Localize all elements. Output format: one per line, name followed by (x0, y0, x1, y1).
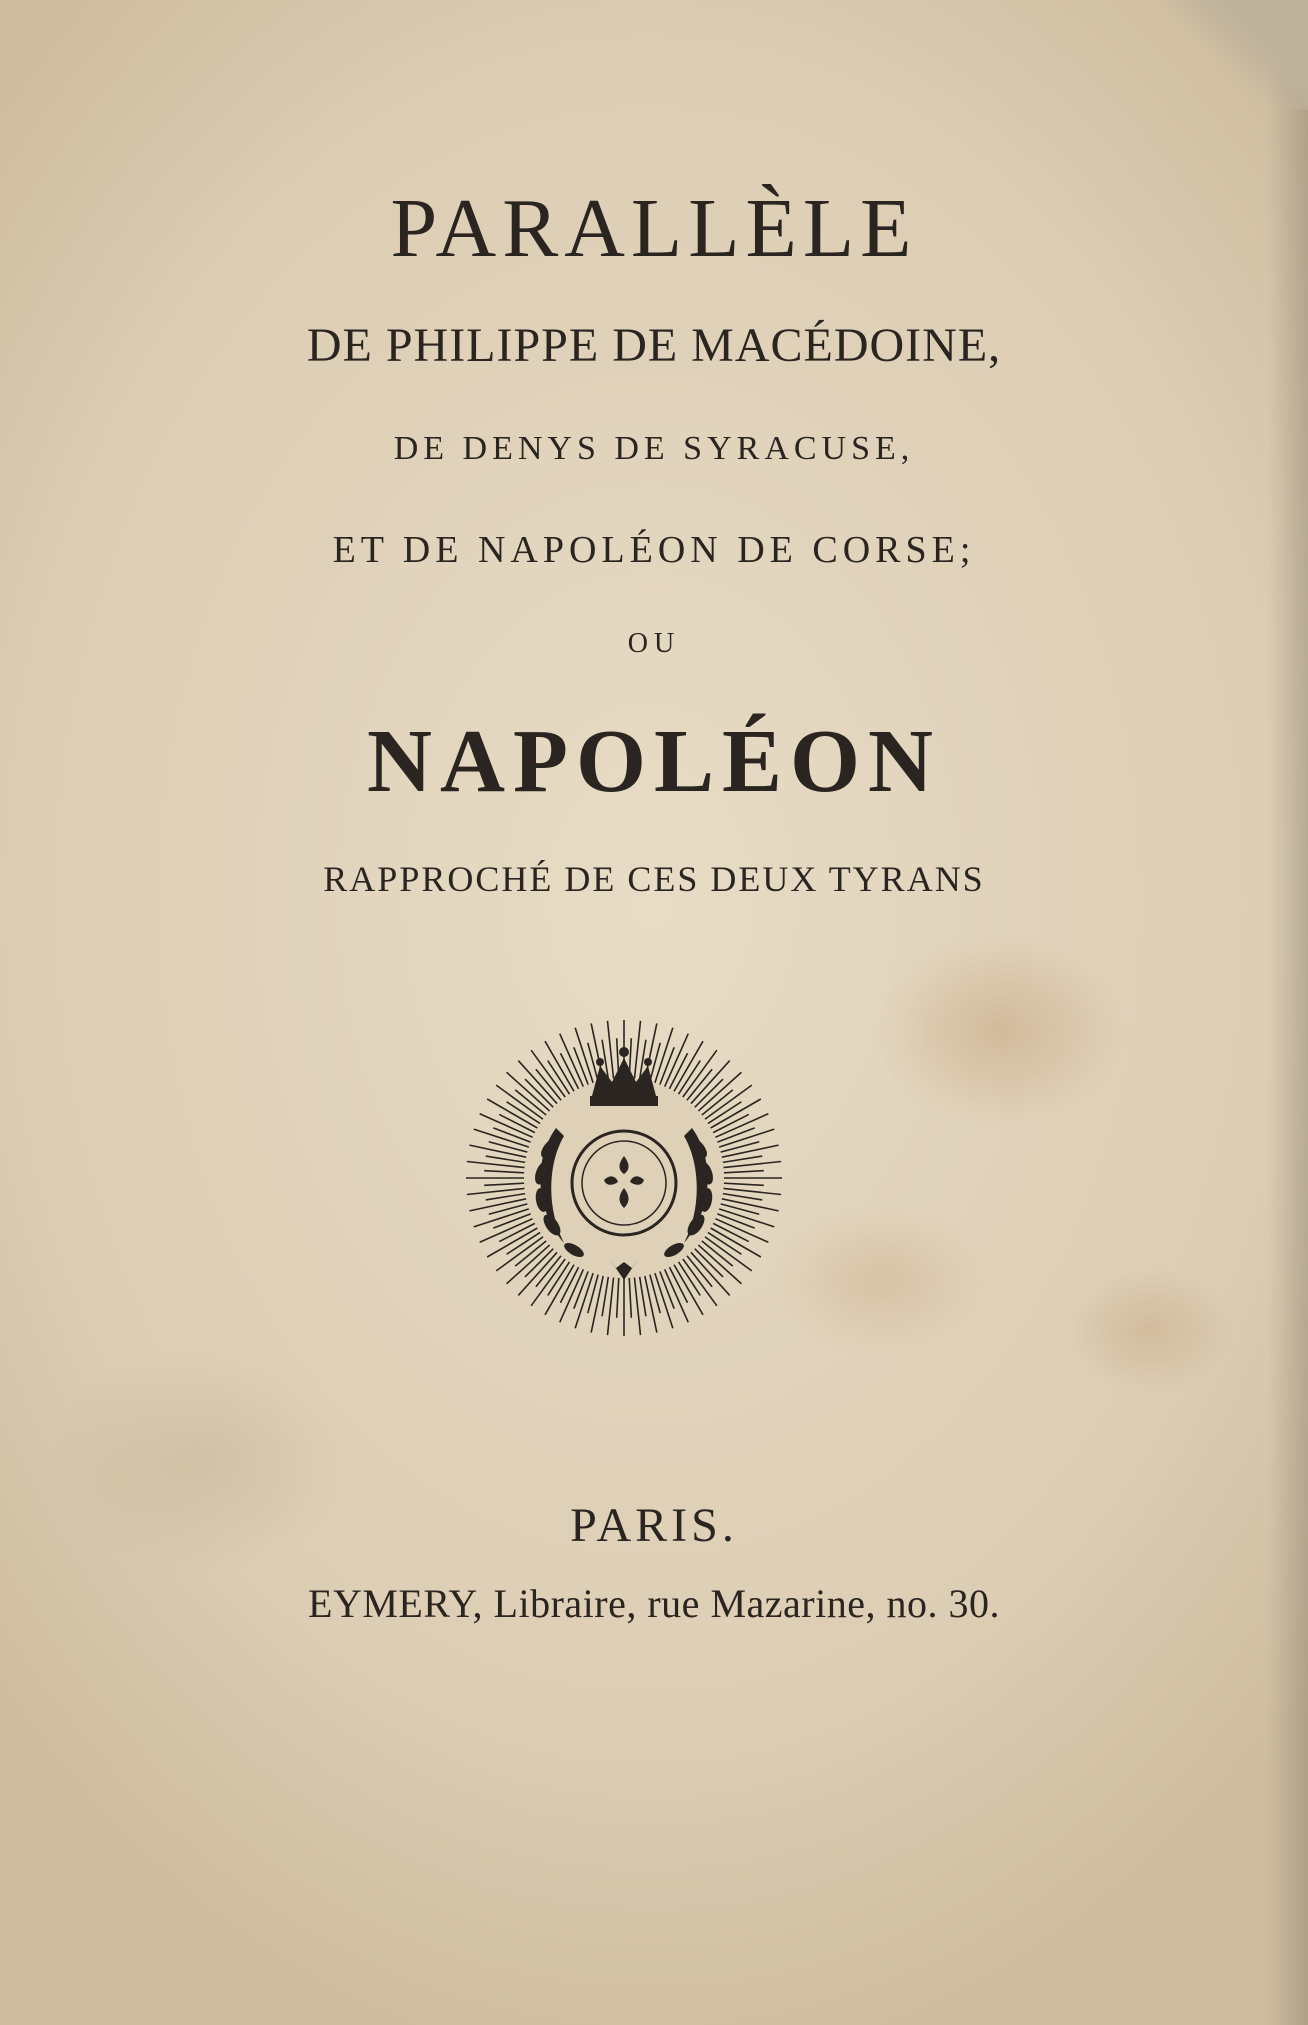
crest-ray (723, 1194, 763, 1200)
crest-ray (574, 1271, 588, 1308)
crest-ray (660, 1047, 674, 1084)
crest-ray (711, 1099, 761, 1128)
crest-ray (574, 1047, 588, 1084)
title-line-napoleon: ET DE NAPOLÉON DE CORSE; (332, 529, 976, 571)
crest-ray (493, 1128, 530, 1142)
imprint-publisher: EYMERY, Libraire, rue Mazarine, no. 30. (308, 1581, 1000, 1626)
crest-ray (602, 1277, 608, 1317)
crest-ray (711, 1228, 761, 1257)
crest-ray (723, 1188, 781, 1194)
crest-ray (723, 1156, 763, 1162)
crest-ray (467, 1188, 525, 1194)
title-conjunction: OU (627, 628, 681, 659)
title-main: PARALLÈLE (390, 182, 918, 275)
crest-ray (634, 1277, 640, 1335)
crest-ray (487, 1099, 537, 1128)
crest-ray (486, 1156, 526, 1162)
crest-ray (484, 1183, 524, 1185)
crest-ray (722, 1199, 779, 1211)
crest-ray (607, 1021, 613, 1079)
crest-ray (486, 1194, 526, 1200)
crest-ray (634, 1021, 640, 1079)
crest-ray (545, 1265, 574, 1315)
crest-ray (724, 1171, 764, 1173)
royal-crest-icon (464, 1018, 784, 1338)
page-edge-shadow (1268, 0, 1308, 2025)
crest-ray (717, 1128, 754, 1142)
crest-ray (493, 1214, 530, 1228)
crest-ray (723, 1161, 781, 1167)
crest-ray (674, 1041, 703, 1091)
crest-ray (469, 1145, 526, 1157)
crest-ray (645, 1276, 657, 1333)
imprint-city: PARIS. (570, 1499, 738, 1552)
crest-ray (607, 1277, 613, 1335)
title-subtitle: RAPPROCHÉ DE CES DEUX TYRANS (323, 859, 985, 899)
title-line-philippe: DE PHILIPPE DE MACÉDOINE, (306, 319, 1002, 372)
crest-ray (674, 1265, 703, 1315)
crest-ray (724, 1183, 764, 1185)
crest-ray (722, 1145, 779, 1157)
crest-ray (717, 1214, 754, 1228)
title-name: NAPOLÉON (366, 712, 942, 811)
crest-ray (629, 1278, 631, 1318)
title-line-denys: DE DENYS DE SYRACUSE, (393, 430, 915, 467)
crest-ray (640, 1277, 646, 1317)
crest-ray (484, 1171, 524, 1173)
crest-ray (617, 1278, 619, 1318)
crest-ray (469, 1199, 526, 1211)
crest-ray (487, 1228, 537, 1257)
page-corner-tear (1168, 0, 1308, 110)
crest-ray (545, 1041, 574, 1091)
crest-ray (591, 1276, 603, 1333)
crest-ray (660, 1271, 674, 1308)
crest-ray (467, 1161, 525, 1167)
